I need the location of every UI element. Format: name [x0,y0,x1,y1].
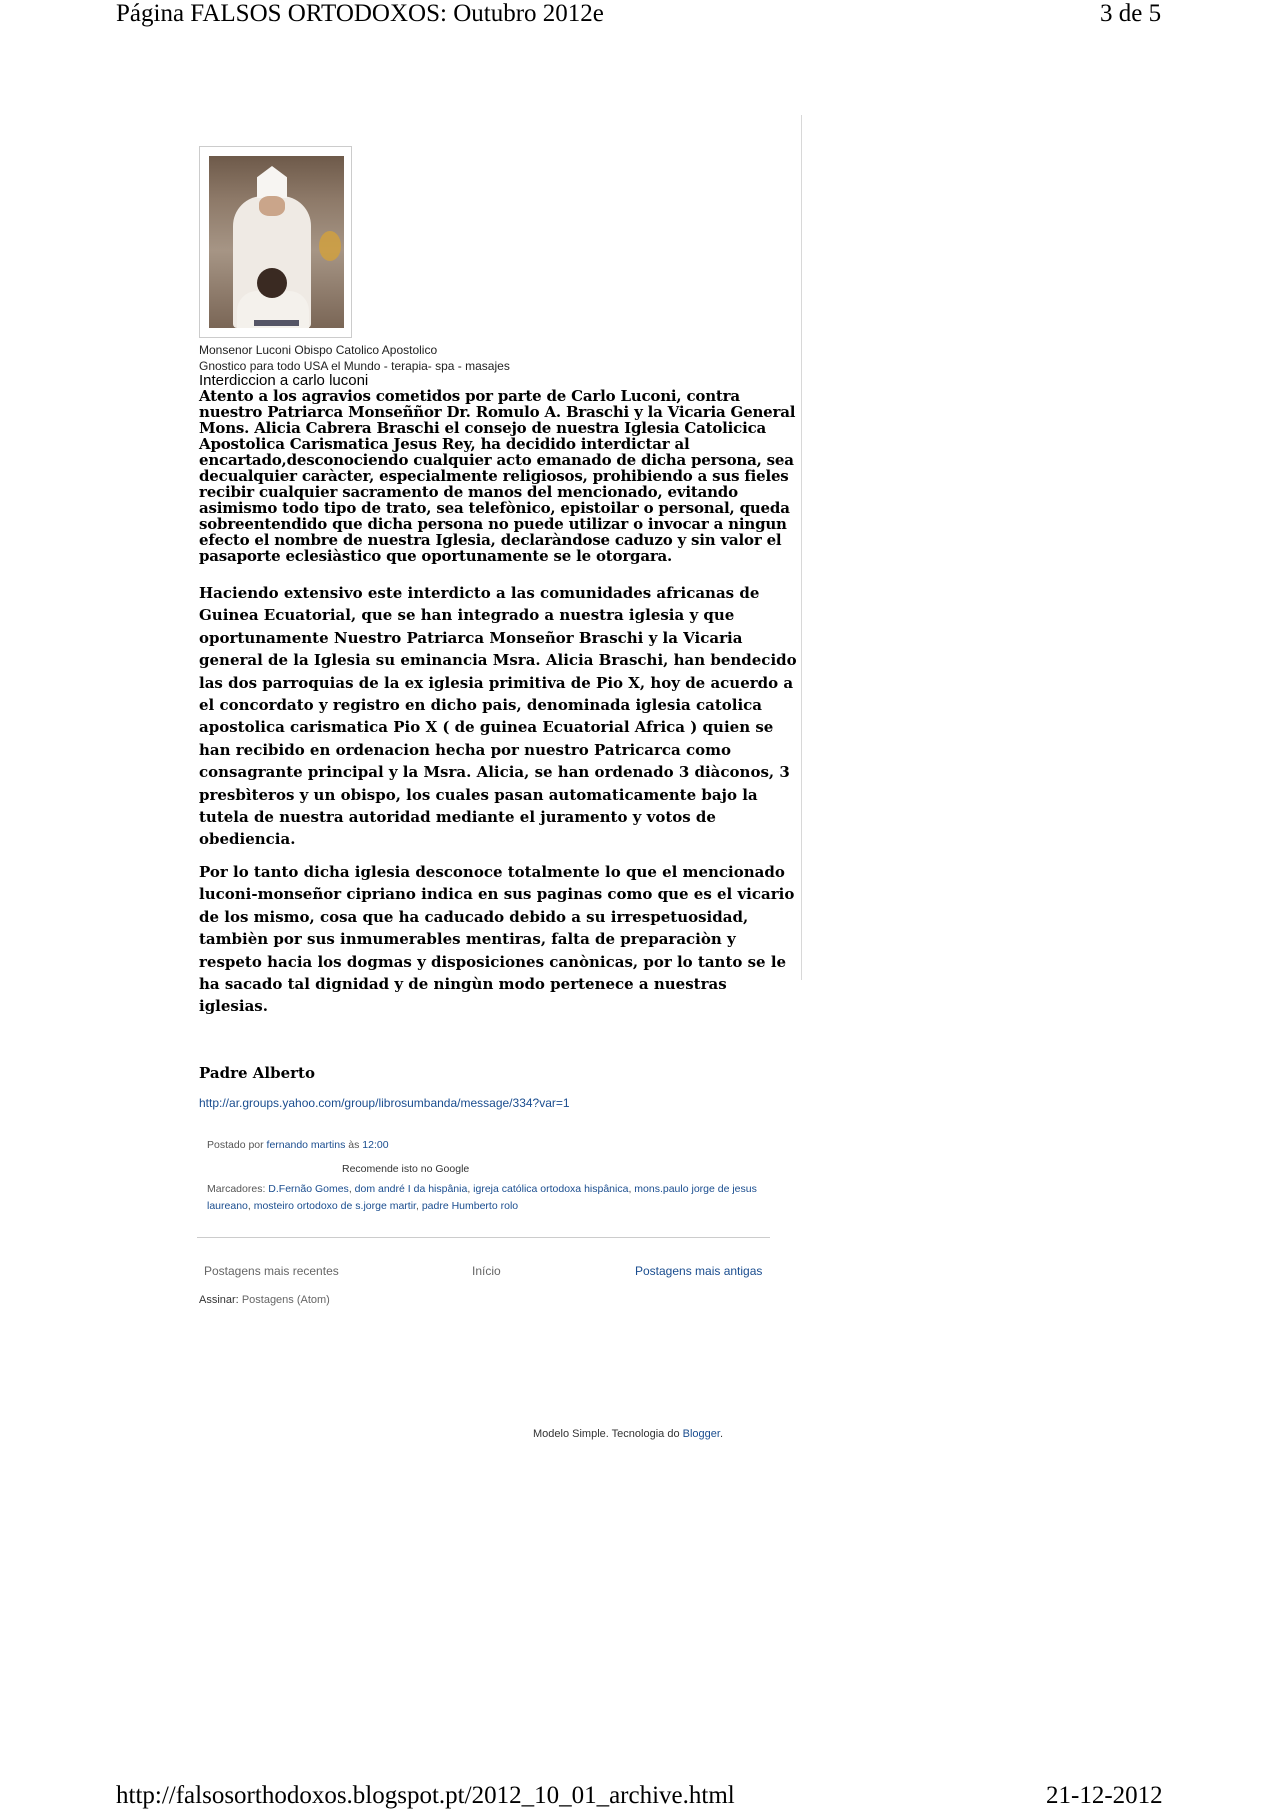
pager-divider [197,1237,770,1238]
label-link[interactable]: D.Fernão Gomes [268,1183,349,1195]
labels-label: Marcadores: [207,1183,266,1195]
post-meta [207,1139,389,1151]
label-link[interactable]: igreja católica ortodoxa hispânica [473,1183,629,1195]
page-counter: 3 de 5 [1100,0,1162,27]
credits-text: Modelo Simple. Tecnologia do [533,1428,680,1440]
label-link[interactable]: dom andré I da hispânia [354,1183,468,1195]
sidebar-divider [801,115,802,980]
page-footer-date: 21-12-2012 [1046,1782,1163,1809]
image-caption-line-2: Gnostico para todo USA el Mundo - terapia- spa - masajes [199,359,510,373]
photo-flowers [319,231,341,261]
subscribe-label: Assinar: [199,1294,239,1306]
photo-bishop-face [259,196,285,216]
label-link[interactable]: mons.paulo jorge de jesus laureano [207,1183,757,1212]
blog-credits [533,1428,723,1440]
post-paragraph-3: Por lo tanto dicha iglesia desconoce totalmente lo que el mencionado luconi-monseñor cipriano indica en sus paginas como que es el vicario de los mismo, cosa que ha caducado debido a su irrespetuosidad, tambièn por sus inmumerables mentiras, falta de preparaciòn y respeto hacia los dogmas y disposiciones canònicas, por lo tanto se le ha sacado tal dignidad y de ningùn modo pertenece a nuestras iglesias. [199,863,795,1016]
subscribe-feed [199,1294,330,1306]
post-photo [209,156,344,328]
post-image-frame[interactable] [199,146,352,338]
post-time-link[interactable]: 12:00 [362,1139,389,1151]
post-paragraph-2: Haciendo extensivo este interdicto a las comunidades africanas de Guinea Ecuatorial, que se han integrado a nuestra iglesia y que oportunamente Nuestro Patriarca Monseñor Braschi y la Vicaria general de la Iglesia su eminancia Msra. Alicia Braschi, han bendecido las dos parroquias de la ex iglesia primitiva de Pio X, hoy de acuerdo a el concordato y registro en dicho pais, denominada iglesia catolica apostolica carismatica Pio X ( de guinea Ecuatorial Africa ) quien se han recibido en ordenacion hecha por nuestro Patricarca como consagrante principal y la Msra. Alicia, se han ordenado 3 diàconos, 3 presbìteros y un obispo, los cuales pasan automaticamente bajo la tutela de nuestra autoridad mediante el juramento y votos de obediencia. [199,584,797,849]
reference-link[interactable]: http://ar.groups.yahoo.com/group/librosumbanda/message/334?var=1 [199,1096,570,1110]
posted-by-label: Postado por [207,1139,264,1151]
post-signature: Padre Alberto [199,1064,315,1082]
image-caption-line-1: Monsenor Luconi Obispo Catolico Apostolico [199,343,438,357]
author-link[interactable]: fernando martins [266,1139,346,1151]
image-caption [199,342,510,374]
post-paragraph-1: Atento a los agravios cometidos por parte de Carlo Luconi, contra nuestro Patriarca Monseññor Dr. Romulo A. Braschi y la Vicaria General Mons. Alicia Cabrera Braschi el consejo de nuestra Iglesia Catolicica Apostolica Carismatica Jesus Rey, ha decidido interdictar al encartado,desconociendo cualquier acto emanado de dicha persona, sea decualquier caràcter, especialmente religiosos, prohibiendo a sus fieles recibir cualquier sacramento de manos del mencionado, evitando asimismo todo tipo de trato, sea telefònico, epistoilar o personal, queda sobreentendido que dicha persona no puede utilizar o invocar a ningun efecto el nombre de nuestra Iglesia, declaràndose caduzo y sin valor el pasaporte eclesiàstico que oportunamente se le otorgara. [199,387,796,565]
atom-feed-link[interactable]: Postagens (Atom) [241,1294,330,1306]
older-posts-link[interactable]: Postagens mais antigas [635,1264,763,1278]
post-title: Interdiccion a carlo luconi [199,372,369,389]
newer-posts-link[interactable]: Postagens mais recentes [204,1264,339,1278]
photo-ordinand-head [257,268,287,298]
label-link[interactable]: mosteiro ortodoxo de s.jorge martir [253,1200,416,1212]
post-labels: Marcadores: D.Fernão Gomes, dom andré I da hispânia, igreja católica ortodoxa hispânica, mons.paulo jorge de jesus laureano, mosteiro ortodoxo de s.jorge martir, padre Humberto rolo [207,1183,757,1212]
photo-caption-bar [254,320,299,326]
photo-mitre [257,166,287,198]
credits-suffix: . [719,1428,723,1440]
label-link[interactable]: padre Humberto rolo [421,1200,519,1212]
home-link[interactable]: Início [472,1264,501,1278]
at-label: às [348,1139,360,1151]
recommend-google[interactable]: Recomende isto no Google [342,1163,470,1175]
blogger-link[interactable]: Blogger [682,1428,720,1440]
page-header-title: Página FALSOS ORTODOXOS: Outubro 2012e [116,0,604,27]
page-footer-url: http://falsosorthodoxos.blogspot.pt/2012_10_01_archive.html [116,1782,735,1809]
